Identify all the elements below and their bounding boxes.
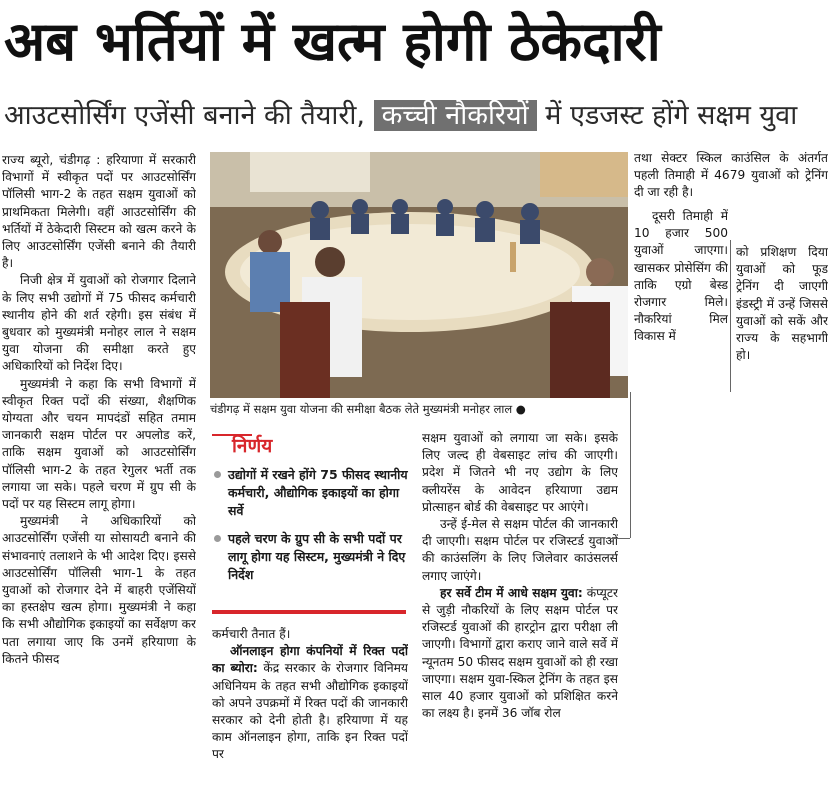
article-paragraph: निजी क्षेत्र में युवाओं को रोजगार दिलाने के लिए सभी उद्योगों में 75 फीसद कर्मचारी स्थानीय होने की शर्त रहेगी। इस संबंध में बुधवार को मुख्यमंत्री मनोहर लाल ने सक्षम युवा योजना की समीक्षा करते हुए अधिकारियों को निर्देश दिए।: [2, 273, 196, 374]
top-right-subcolumn-left: [634, 208, 728, 392]
subsection-heading: ऑनलाइन होगा कंपनियों में रिक्त पदों का ब्योरा:: [212, 644, 408, 676]
column-connector: [606, 538, 630, 540]
decision-box-rule: [212, 610, 406, 614]
article-text: कंप्यूटर से जुड़ी नौकरियों के लिए सक्षम पोर्टल पर रजिस्टर्ड युवाओं की हारट्रोन द्वारा परीक्षा ली जाएगी। विभागों द्वारा कराए जाने वाले सर्वे में न्यूनतम 50 फीसद सक्षम युवाओं को ही रखा जाएगा। सक्षम युवा-स्किल ट्रेनिंग के तहत इस साल 40 हजार युवाओं को प्रशिक्षित करने का लक्ष्य है। इनमें 36 जॉब रोल: [422, 585, 618, 721]
subsection-heading: हर सर्वे टीम में आधे सक्षम युवा:: [440, 585, 583, 600]
subhead-highlight: कच्ची नौकरियों: [374, 100, 537, 131]
meeting-photo: [210, 152, 628, 398]
article-paragraph: मुख्यमंत्री ने कहा कि सभी विभागों में स्वीकृत रिक्त पदों की संख्या, शैक्षणिक योग्यता और चयन मापदंडों सहित तमाम जानकारी सक्षम पोर्टल पर अपलोड करें, ताकि सक्षम युवाओं को आउटसोर्सिंग पॉलिसी भाग-2 के तहत रेगुलर भर्ती तक लगाया जा सके। पहले चरण में ग्रुप सी के पदों पर यह सिस्टम लागू होगा।: [2, 376, 196, 512]
subhead-part-1: आउटसोर्सिंग एजेंसी बनाने की तैयारी,: [4, 100, 365, 131]
subheadline: [4, 94, 826, 138]
top-right-subcolumn-right: [736, 244, 828, 392]
decision-list: [212, 466, 408, 584]
article-paragraph: [422, 585, 618, 723]
bullet-icon: [214, 471, 221, 478]
decision-box: [212, 432, 408, 610]
decision-item: [212, 530, 408, 584]
decision-item: [212, 466, 408, 520]
article-paragraph: दूसरी तिमाही में 10 हजार 500 युवाओं जाएगा। खासकर प्रोसेसिंग की ताकि एग्रो बेस्ड रोजगार मिले। नौकरियां मिल विकास में: [634, 209, 728, 344]
middle-column: [212, 626, 408, 794]
article-paragraph: को प्रशिक्षण दिया युवाओं को फूड ट्रेनिंग दी जाएगी इंडस्ट्री में उन्हें जिससे युवाओं को सकें और राज्य के सहभागी हो।: [736, 245, 828, 363]
right-column: [422, 430, 618, 796]
top-right-column: [634, 150, 828, 206]
article-paragraph: सक्षम युवाओं को लगाया जा सके। इसके लिए जल्द ही वेबसाइट लांच की जाएगी। प्रदेश में जितने भी नए उद्योग के लिए क्लीयरेंस के आवेदन हरियाणा उद्यम प्रोत्साहन बोर्ड की वेबसाइट पर आएंगे।: [422, 431, 618, 514]
subhead-part-2: में एडजस्ट होंगे सक्षम युवा: [545, 100, 798, 131]
article-paragraph: राज्य ब्यूरो, चंडीगढ़ : हरियाणा में सरकारी विभागों में स्वीकृत पदों पर आउटसोर्सिंग पॉलिसी भाग-2 के तहत सक्षम युवाओं को प्राथमिकता मिलेगी। वहीं आउटसोर्सिंग की भर्तियों में ठेकेदारी सिस्टम को खत्म करने के लिए आउटसोर्सिंग एजेंसी बनाने की तैयारी है।: [2, 153, 196, 271]
article-paragraph: [212, 643, 408, 763]
article-paragraph: कर्मचारी तैनात हैं।: [212, 627, 291, 641]
article-paragraph: मुख्यमंत्री ने अधिकारियों को आउटसोर्सिंग एजेंसी या सोसायटी बनाने की संभावनाएं तलाशने के भी आदेश दिए। इससे आउटसोर्सिंग पॉलिसी भाग-1 के तहत युवाओं को रोजगार देने में बाहरी एजेंसियों का हस्तक्षेप खत्म होगा। मुख्यमंत्री ने कहा कि सभी औद्योगिक इकाइयों का सर्वेक्षण कर पता लगाया जाए कि उनमें हरियाणा के कितने फीसद: [2, 514, 196, 666]
column-connector: [730, 240, 732, 392]
bullet-icon: [214, 535, 221, 542]
headline: अब भर्तियों में खत्म होगी ठेकेदारी: [4, 10, 661, 73]
column-connector: [630, 392, 632, 538]
meeting-photo-illustration: [210, 152, 628, 398]
decision-item-text: उद्योगों में रखने होंगे 75 फीसद स्थानीय कर्मचारी, औद्योगिक इकाइयों का होगा सर्वे: [228, 467, 408, 518]
decision-item-text: पहले चरण के ग्रुप सी के सभी पदों पर लागू होगा यह सिस्टम, मुख्यमंत्री ने दिए निर्देश: [228, 531, 406, 582]
article-text: केंद्र सरकार के रोजगार विनिमय अधिनियम के तहत सभी औद्योगिक इकाइयों को अपने उपक्रमों में रिक्त पदों की जानकारी सरकार को देनी होती है। हरियाणा में यह काम ऑनलाइन होगा, ताकि इन रिक्त पदों पर: [212, 661, 408, 762]
article-paragraph: उन्हें ई-मेल से सक्षम पोर्टल की जानकारी दी जाएगी। सक्षम पोर्टल पर रजिस्टर्ड युवाओं की काउंसलिंग के लिए जिलेवार काउंसलर्स लगाए जाएंगे।: [422, 517, 618, 583]
left-column: [2, 152, 196, 794]
photo-caption: चंडीगढ़ में सक्षम युवा योजना की समीक्षा बैठक लेते मुख्यमंत्री मनोहर लाल ●: [210, 402, 526, 416]
decision-box-title: निर्णय: [232, 435, 273, 457]
article-paragraph: तथा सेक्टर स्किल काउंसिल के अंतर्गत पहली तिमाही में 4679 युवाओं को ट्रेनिंग दी जा रही है।: [634, 151, 828, 200]
